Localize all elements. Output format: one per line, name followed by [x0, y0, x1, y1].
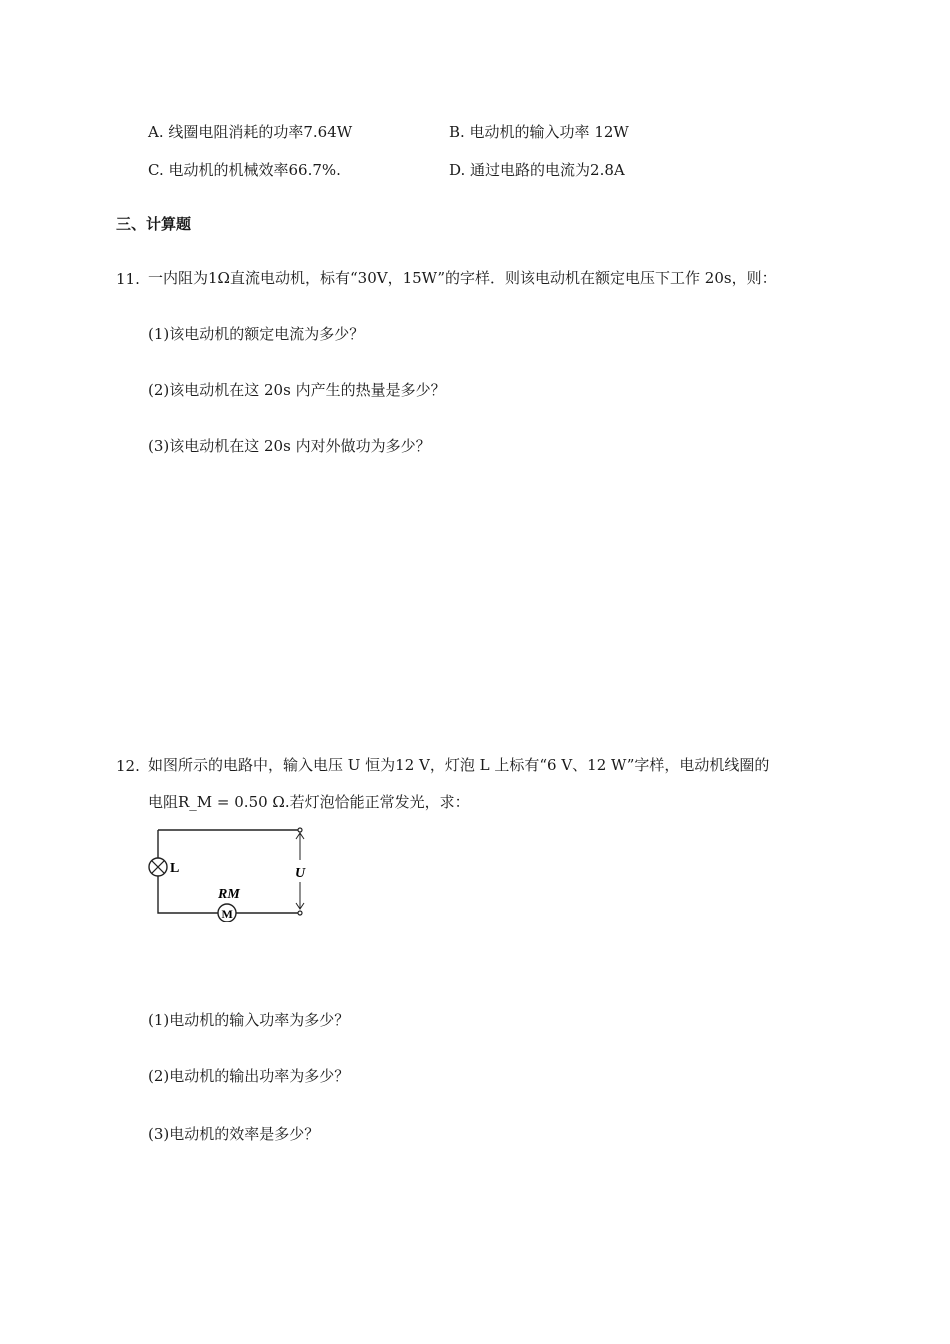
voltage-label: U — [295, 866, 306, 881]
q12-part-3: (3)电动机的效率是多少？ — [148, 1125, 320, 1143]
q11-part-2: (2)该电动机在这 20s 内产生的热量是多少？ — [148, 381, 446, 399]
motor-label: M — [221, 907, 233, 921]
q12-stem-line-2: 电阻R_M = 0.50 Ω.若灯泡恰能正常发光，求： — [148, 793, 470, 811]
q11-number: 11. — [116, 270, 140, 288]
lamp-label: L — [170, 861, 180, 876]
option-d: D. 通过电路的电流为2.8A — [449, 161, 625, 179]
option-b: B. 电动机的输入功率 12W — [449, 123, 629, 141]
q12-stem-line-1: 如图所示的电路中，输入电压 U 恒为12 V，灯泡 L 上标有“6 V、12 W”字样，电动机线圈的 — [148, 756, 770, 774]
q12-number: 12. — [116, 757, 140, 775]
q11-part-1: (1)该电动机的额定电流为多少？ — [148, 325, 365, 343]
option-a: A. 线圈电阻消耗的功率7.64W — [148, 123, 353, 141]
q12-part-2: (2)电动机的输出功率为多少？ — [148, 1067, 350, 1085]
section-heading: 三、计算题 — [116, 215, 192, 233]
q12-part-1: (1)电动机的输入功率为多少？ — [148, 1011, 350, 1029]
circuit-diagram — [140, 822, 320, 922]
q11-stem: 一内阻为1Ω直流电动机，标有“30V，15W”的字样．则该电动机在额定电压下工作 20s，则： — [148, 269, 777, 287]
resistor-label: RM — [218, 887, 240, 902]
q11-part-3: (3)该电动机在这 20s 内对外做功为多少？ — [148, 437, 431, 455]
option-c: C. 电动机的机械效率66.7%. — [148, 161, 341, 179]
lamp-icon — [149, 858, 167, 876]
